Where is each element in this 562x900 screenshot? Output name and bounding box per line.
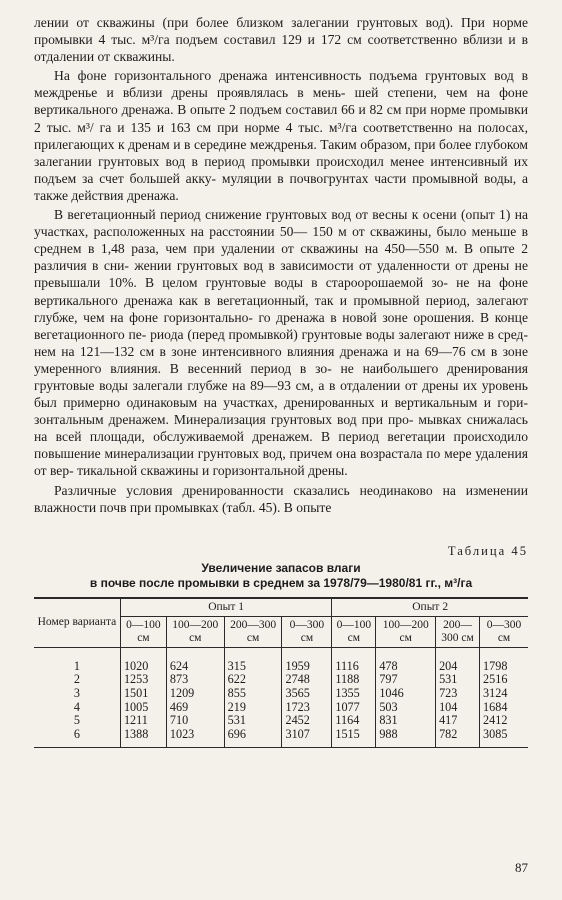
text-line: жении грунтовых вод в зависимости от удаленности от дрены не bbox=[134, 258, 528, 274]
text-line: Различные условия дренированности сказались неодинаково bbox=[54, 482, 433, 498]
text-line: превышали 10%. В целом грунтовые воды в староорошаемой зо- bbox=[34, 275, 448, 291]
value-cell: 723 bbox=[436, 687, 480, 701]
text-line: удалении от скважины на 450—550 м. В опыте 2 различия в сни- bbox=[34, 241, 528, 274]
text-line: го дренажа в новой зоне орошения. В конце вегетационного пе- bbox=[34, 309, 528, 342]
text-line: на изменении влажности почв при промывках (табл. 45). В опыте bbox=[34, 482, 528, 515]
depth-header: 0—100 см bbox=[120, 616, 166, 647]
text-line: 135 и 163 см при норме 4 тыс. м³/га соответственно на полосах, bbox=[130, 119, 528, 135]
value-cell: 478 bbox=[376, 647, 436, 673]
value-cell: 503 bbox=[376, 701, 436, 715]
value-cell: 219 bbox=[224, 701, 282, 715]
text-line: риода (перед промывкой) грунтовые воды залегают ниже в сред- bbox=[150, 326, 528, 342]
value-cell: 624 bbox=[166, 647, 224, 673]
page-number: 87 bbox=[515, 860, 528, 875]
text-line: муляции в почвогрунтах части промывной воды, а также действия bbox=[34, 170, 528, 203]
value-cell: 1355 bbox=[332, 687, 376, 701]
group-header-experiment-2: Опыт 2 bbox=[332, 598, 528, 617]
body-text bbox=[34, 14, 528, 518]
depth-header: 0—100 см bbox=[332, 616, 376, 647]
variant-column-header: Номер варианта bbox=[34, 598, 120, 648]
value-cell: 797 bbox=[376, 673, 436, 687]
text-line: на 89—93 см, а в отдалении от дрены их уровень был примерно bbox=[34, 377, 528, 411]
value-cell: 1005 bbox=[120, 701, 166, 715]
text-line: зонтальным дренажем. Минерализация грунтовых вод при про- bbox=[34, 412, 414, 428]
table-title bbox=[34, 561, 528, 591]
value-cell: 204 bbox=[436, 647, 480, 673]
value-cell: 1253 bbox=[120, 673, 166, 687]
table-body bbox=[34, 647, 528, 748]
text-line: На фоне горизонтального дренажа интенсивность подъема bbox=[54, 68, 418, 84]
text-line: прилегающих к дренам и в середине междренья. Таким образом, bbox=[34, 136, 411, 152]
depth-header: 200—300 см bbox=[436, 616, 480, 647]
value-cell: 1501 bbox=[120, 687, 166, 701]
text-line: подъем составил 66 и 82 см при норме промывки 2 тыс. м³/ га и bbox=[34, 102, 528, 135]
table-row bbox=[34, 701, 528, 715]
value-cell: 315 bbox=[224, 647, 282, 673]
value-cell: 1116 bbox=[332, 647, 376, 673]
value-cell: 1515 bbox=[332, 728, 376, 748]
value-cell: 1959 bbox=[282, 647, 332, 673]
value-cell: 531 bbox=[436, 673, 480, 687]
value-cell: 873 bbox=[166, 673, 224, 687]
paragraph bbox=[34, 482, 528, 516]
table-label: Таблица 45 bbox=[447, 543, 528, 558]
text-line: 69—76 см в зоне умеренного влияния. В весенний период в зо- bbox=[34, 343, 528, 376]
value-cell: 1209 bbox=[166, 687, 224, 701]
value-cell: 2412 bbox=[480, 714, 528, 728]
value-cell: 1188 bbox=[332, 673, 376, 687]
table-row bbox=[34, 714, 528, 728]
value-cell: 782 bbox=[436, 728, 480, 748]
value-cell: 2516 bbox=[480, 673, 528, 687]
text-line: происходил менее интенсивный их подъем за счет большей акку- bbox=[34, 153, 529, 186]
text-line: грунтовых вод, причем она возрастала по мере удаления от вер- bbox=[34, 446, 528, 479]
paragraph bbox=[34, 67, 528, 204]
text-line: 172 см соответственно вблизи и в отдалении от скважины. bbox=[34, 32, 529, 65]
value-cell: 622 bbox=[224, 673, 282, 687]
text-line: нем на 121—132 см в зоне интенсивного влияния дренажа и на bbox=[34, 343, 420, 359]
table-title-line-1: Увеличение запасов влаги bbox=[201, 560, 361, 575]
variant-number-cell: 1 bbox=[34, 647, 120, 673]
moisture-table bbox=[34, 597, 528, 749]
text-line: осени (опыт 1) на участках, расположенных на расстоянии 50— bbox=[34, 207, 529, 240]
text-line: не на фоне вертикального дренажа как в вегетационный, так и bbox=[34, 275, 529, 308]
value-cell: 1077 bbox=[332, 701, 376, 715]
table-row bbox=[34, 647, 528, 673]
variant-number-cell: 4 bbox=[34, 701, 120, 715]
value-cell: 417 bbox=[436, 714, 480, 728]
value-cell: 2748 bbox=[282, 673, 332, 687]
value-cell: 531 bbox=[224, 714, 282, 728]
depth-header: 0—300 см bbox=[480, 616, 528, 647]
variant-number-cell: 3 bbox=[34, 687, 120, 701]
value-cell: 1388 bbox=[120, 728, 166, 748]
text-line: мывках снижалась на всей площади, обслуживаемой дренажем. bbox=[34, 412, 528, 445]
text-line: тикальной скважины и горизонтальной дрены. bbox=[77, 463, 348, 479]
text-line: 150 м от скважины, было меньше в среднем в 1,48 раза, чем при bbox=[34, 224, 528, 257]
variant-number-cell: 6 bbox=[34, 728, 120, 748]
text-line: промывной период, залегают глубже, чем на фоне горизонтально- bbox=[34, 292, 528, 325]
text-line: при более глубоком залегании грунтовых вод в период промывки bbox=[34, 136, 528, 169]
depth-header: 0—300 см bbox=[282, 616, 332, 647]
table-row bbox=[34, 728, 528, 748]
variant-number-cell: 2 bbox=[34, 673, 120, 687]
value-cell: 3107 bbox=[282, 728, 332, 748]
table-row bbox=[34, 687, 528, 701]
depth-header: 100—200 см bbox=[376, 616, 436, 647]
value-cell: 831 bbox=[376, 714, 436, 728]
value-cell: 1164 bbox=[332, 714, 376, 728]
text-line: вод). При норме промывки 4 тыс. м³/га подъем составил 129 и bbox=[34, 15, 528, 48]
page-body bbox=[34, 14, 528, 748]
value-cell: 1211 bbox=[120, 714, 166, 728]
text-line: В период вегетации происходило повышение минерализации bbox=[34, 429, 529, 462]
depth-header: 100—200 см bbox=[166, 616, 224, 647]
text-line: лении от скважины (при более близком залегании грунтовых bbox=[34, 15, 418, 30]
text-line: дренажа. bbox=[126, 187, 179, 203]
depth-header: 200—300 см bbox=[224, 616, 282, 647]
paragraph bbox=[34, 14, 528, 65]
value-cell: 1046 bbox=[376, 687, 436, 701]
text-line: одинаковым на участках, дренированных и вертикальным и гори- bbox=[126, 395, 528, 411]
value-cell: 710 bbox=[166, 714, 224, 728]
value-cell: 855 bbox=[224, 687, 282, 701]
value-cell: 696 bbox=[224, 728, 282, 748]
text-line: не наибольшего дренирования грунтовые воды залегали глубже bbox=[34, 360, 528, 393]
table-title-line-2: в почве после промывки в среднем за 1978/79—1980/81 гг., м³/га bbox=[89, 575, 473, 590]
value-cell: 104 bbox=[436, 701, 480, 715]
variant-number-cell: 5 bbox=[34, 714, 120, 728]
value-cell: 988 bbox=[376, 728, 436, 748]
value-cell: 3124 bbox=[480, 687, 528, 701]
value-cell: 2452 bbox=[282, 714, 332, 728]
text-line: грунтовых вод в междренье и вблизи дрены проявлялась в мень- bbox=[34, 68, 528, 101]
value-cell: 1798 bbox=[480, 647, 528, 673]
value-cell: 1023 bbox=[166, 728, 224, 748]
text-line: В вегетационный период снижение грунтовых вод от весны к bbox=[54, 207, 419, 223]
value-cell: 1723 bbox=[282, 701, 332, 715]
value-cell: 3565 bbox=[282, 687, 332, 701]
value-cell: 469 bbox=[166, 701, 224, 715]
value-cell: 1020 bbox=[120, 647, 166, 673]
table-row bbox=[34, 673, 528, 687]
value-cell: 1684 bbox=[480, 701, 528, 715]
text-line: шей степени, чем на фоне вертикального дренажа. В опыте 2 bbox=[34, 85, 529, 118]
paragraph bbox=[34, 206, 528, 480]
group-header-experiment-1: Опыт 1 bbox=[120, 598, 331, 617]
value-cell: 3085 bbox=[480, 728, 528, 748]
